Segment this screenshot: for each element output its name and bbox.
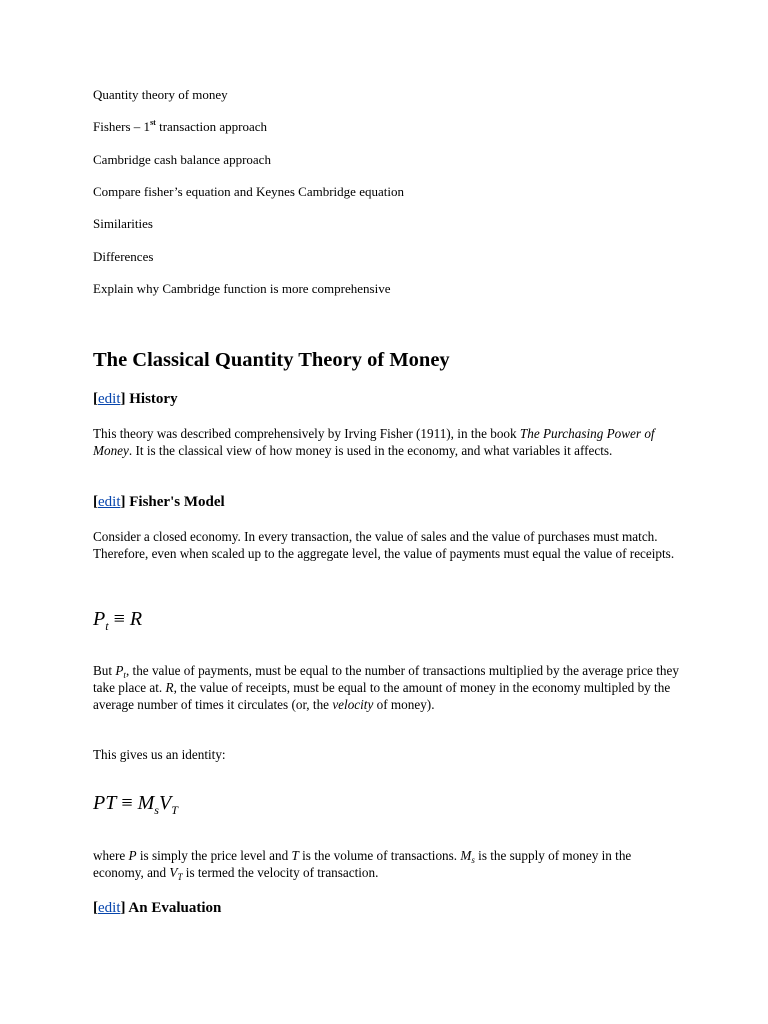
edit-link-fishers-model[interactable]: edit — [98, 494, 121, 510]
section-heading-evaluation: [edit] An Evaluation — [93, 900, 222, 916]
section-heading-fishers-model: [edit] Fisher's Model — [93, 494, 225, 510]
formula-exchange-identity: PT ≡ $M_sV_T$ — [93, 792, 178, 817]
edit-link-evaluation[interactable]: edit — [98, 900, 121, 916]
outline-item: Quantity theory of money — [93, 87, 228, 102]
formula-payments-receipts: $P_t \equiv R$ — [93, 608, 143, 633]
fisher-paragraph-1: Consider a closed economy. In every transaction, the value of sales and the value of purchases must match. Therefore, even when scaled up to the aggregate level, the value of payments must equal the value of receipts. — [93, 529, 675, 561]
outline-item: Differences — [93, 249, 154, 264]
edit-link-history[interactable]: edit — [98, 391, 121, 407]
fisher-paragraph-3: This gives us an identity: — [93, 747, 226, 762]
outline-item: Fishers – 1st transaction approach — [93, 118, 268, 134]
outline-item: Compare fisher’s equation and Keynes Cambridge equation — [93, 184, 404, 199]
outline-item: Similarities — [93, 216, 153, 231]
history-paragraph: This theory was described comprehensively by Irving Fisher (1911), in the book The Purchasing Power of Money. It is the classical view of how money is used in the economy, and what variables it affects. — [93, 426, 655, 458]
fisher-paragraph-4: where P is simply the price level and T is the volume of transactions. $M_s$ is the supply of money in the economy, and $V_T$ is termed the velocity of transaction. — [93, 848, 632, 882]
outline-item: Cambridge cash balance approach — [93, 152, 271, 167]
fisher-paragraph-2: But $P_t$, the value of payments, must be equal to the number of transactions multiplied by the average price they take place at. R, the value of receipts, must be equal to the amount of money in the economy multipled by the average number of times it circulates (or, the velocity of money). — [93, 663, 679, 712]
section-heading-history: [edit] History — [93, 391, 178, 407]
article-title: The Classical Quantity Theory of Money — [93, 349, 450, 371]
outline-item: Explain why Cambridge function is more comprehensive — [93, 281, 391, 296]
